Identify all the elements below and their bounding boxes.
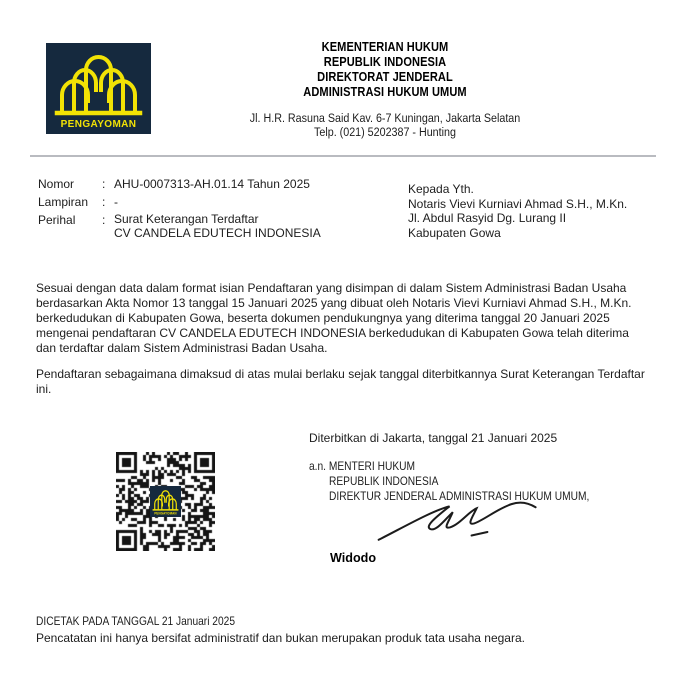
nomor-colon: : [102, 177, 106, 191]
issued-at-line: Diterbitkan di Jakarta, tanggal 21 Januari 2025 [309, 431, 558, 445]
recipient-salutation: Kepada Yth. [408, 182, 474, 196]
signer-name: Widodo [330, 551, 377, 565]
disclaimer-line: Pencatatan ini hanya bersifat administratif dan bukan merupakan produk tata usaha negara. [36, 631, 525, 645]
header-divider [30, 155, 656, 157]
perihal-colon: : [102, 213, 106, 227]
ministry-title-line: DIREKTORAT JENDERAL [317, 69, 453, 84]
perihal-value: Surat Keterangan Terdaftar [114, 212, 259, 226]
recipient-address: Jl. Abdul Rasyid Dg. Lurang II [408, 211, 567, 226]
pengayoman-emblem-icon [150, 486, 181, 517]
qr-center-logo [150, 486, 181, 517]
lampiran-colon: : [102, 195, 106, 209]
body-paragraph-1: Sesuai dengan data dalam format isian Pendaftaran yang disimpan di dalam Sistem Administrasi Badan Usaha berdasarkan Akta Nomor 13 tanggal 15 Januari 2025 yang dibuat oleh Notaris Vievi Kurniavi Ahmad S.H., M.Kn. berkedudukan di Kabupaten Gowa, beserta dokumen pendukungnya yang diterima tanggal 20 Januari 2025 mengenai pendaftaran CV CANDELA EDUTECH INDONESIA berkedudukan di Kabupaten Gowa telah diterima dan terdaftar dalam Sistem Administrasi Badan Usaha. [36, 281, 632, 355]
letterhead-contact [174, 111, 596, 139]
letterhead-address: Jl. H.R. Rasuna Said Kav. 6-7 Kuningan, Jakarta Selatan [249, 111, 521, 125]
body-paragraph-2: Pendaftaran sebagaimana dimaksud di atas mulai berlaku sejak tanggal diterbitkannya Surat Keterangan Terdaftar ini. [36, 367, 645, 396]
signature-scribble [374, 499, 542, 541]
perihal-label: Perihal [38, 213, 76, 227]
recipient-name: Notaris Vievi Kurniavi Ahmad S.H., M.Kn. [408, 196, 628, 211]
printed-date-line: DICETAK PADA TANGGAL 21 Januari 2025 [36, 614, 235, 628]
logo-label: PENGAYOMAN [154, 511, 177, 516]
ministry-logo [46, 43, 151, 134]
recipient-block [408, 182, 627, 240]
ministry-title-line: KEMENTERIAN HUKUM [321, 39, 449, 54]
ministry-title-line: REPUBLIK INDONESIA [323, 54, 447, 69]
nomor-value: AHU-0007313-AH.01.14 Tahun 2025 [114, 177, 310, 191]
perihal-company-name: CV CANDELA EDUTECH INDONESIA [114, 225, 321, 240]
recipient-city: Kabupaten Gowa [408, 225, 501, 240]
nomor-label: Nomor [38, 177, 75, 191]
lampiran-label: Lampiran [38, 195, 89, 209]
meta-row-perihal [38, 213, 321, 240]
pengayoman-emblem-icon [46, 43, 151, 134]
on-behalf-block [309, 459, 635, 504]
on-behalf-line: REPUBLIK INDONESIA [329, 474, 439, 488]
logo-label: PENGAYOMAN [60, 119, 137, 130]
letterhead-phone: Telp. (021) 5202387 - Hunting [314, 125, 456, 139]
lampiran-value: - [114, 195, 118, 209]
ministry-title-line: ADMINISTRASI HUKUM UMUM [303, 84, 467, 99]
letterhead-title [181, 39, 589, 99]
meta-row-nomor [38, 177, 310, 191]
on-behalf-line: a.n. MENTERI HUKUM [309, 459, 415, 473]
meta-row-lampiran [38, 195, 118, 209]
qr-code [116, 452, 215, 551]
on-behalf-line: DIREKTUR JENDERAL ADMINISTRASI HUKUM UMUM, [329, 489, 590, 503]
